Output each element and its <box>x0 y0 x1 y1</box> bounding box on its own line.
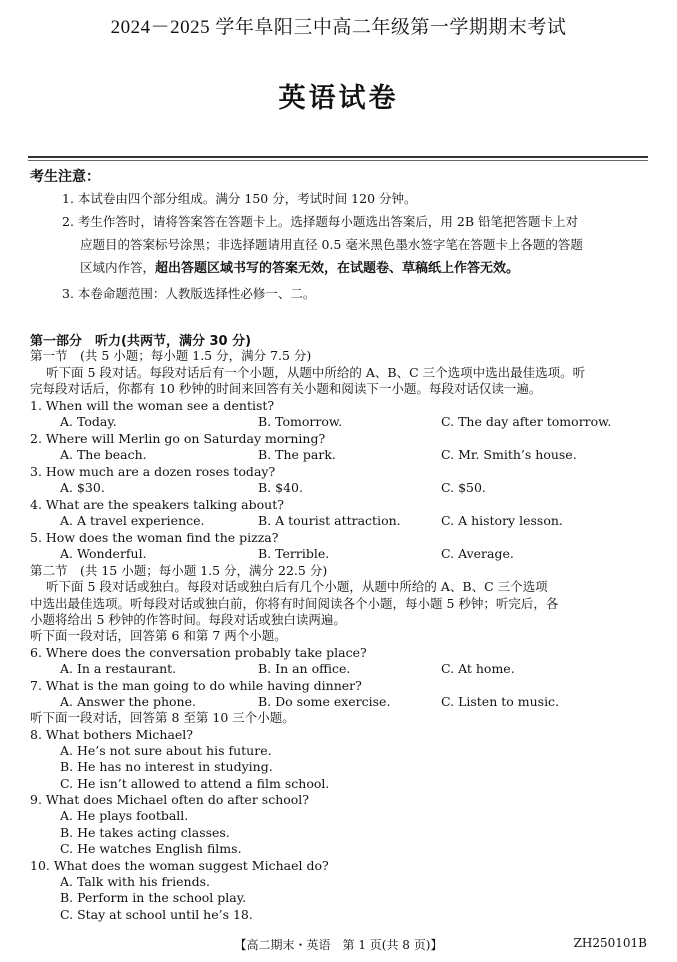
question-10-option-b: B. Perform in the school play. <box>60 890 247 905</box>
question-6: 6. Where does the conversation probably take place? <box>30 645 367 660</box>
section1-heading: 第一节 (共 5 小题；每小题 1.5 分，满分 7.5 分) <box>30 348 312 363</box>
section2-instruction-1: 听下面 5 段对话或独白。每段对话或独白后有几个小题，从题中所给的 A、B、C 三个选项 <box>46 579 548 594</box>
question-9: 9. What does Michael often do after school? <box>30 792 309 807</box>
notice-item-1: 1. 本试卷由四个部分组成。满分 150 分，考试时间 120 分钟。 <box>62 191 417 206</box>
question-6-option-b: B. In an office. <box>258 661 351 676</box>
question-8: 8. What bothers Michael? <box>30 727 194 742</box>
question-8-option-b: B. He has no interest in studying. <box>60 759 273 774</box>
question-5-option-c: C. Average. <box>441 546 514 561</box>
notice-item-2-line-2: 应题目的答案标号涂黑；非选择题请用直径 0.5 毫米黑色墨水签字笔在答题卡上各题的答题 <box>80 237 583 252</box>
question-7-option-a: A. Answer the phone. <box>60 694 196 709</box>
notice-heading: 考生注意： <box>30 169 100 185</box>
notice-item-2-line-3 <box>80 259 519 277</box>
subject-title: 英语试卷 <box>278 83 399 114</box>
notice-item-2-line-1: 2. 考生作答时，请将答案答在答题卡上。选择题每小题选出答案后，用 2B 铅笔把答题卡上对 <box>62 214 578 229</box>
notice-item-2-normal: 区域内作答， <box>80 260 156 275</box>
question-1-option-c: C. The day after tomorrow. <box>441 414 612 429</box>
question-7-option-c: C. Listen to music. <box>441 694 560 709</box>
section1-instruction-1: 听下面 5 段对话。每段对话后有一个小题，从题中所给的 A、B、C 三个选项中选出最佳选项。听 <box>46 365 586 380</box>
question-1: 1. When will the woman see a dentist? <box>30 398 275 413</box>
question-4-option-a: A. A travel experience. <box>60 513 205 528</box>
question-9-option-c: C. He watches English films. <box>60 841 242 856</box>
question-5-option-b: B. Terrible. <box>258 546 330 561</box>
question-1-option-b: B. Tomorrow. <box>258 414 343 429</box>
exam-title: 2024－2025 学年阜阳三中高二年级第一学期期末考试 <box>110 17 567 38</box>
question-9-option-b: B. He takes acting classes. <box>60 825 230 840</box>
question-2-option-a: A. The beach. <box>60 447 147 462</box>
question-3-option-a: A. $30. <box>60 480 105 495</box>
question-6-option-c: C. At home. <box>441 661 515 676</box>
section2-instruction-2: 中选出最佳选项。听每段对话或独白前，你将有时间阅读各个小题，每小题 5 秒钟；听完后，各 <box>30 596 559 611</box>
section2-instruction-3: 小题将给出 5 秒钟的作答时间。每段对话或独白读两遍。 <box>30 612 346 627</box>
question-8-option-c: C. He isn’t allowed to attend a film school. <box>60 776 330 791</box>
section1-instruction-2: 完每段对话后，你都有 10 秒钟的时间来回答有关小题和阅读下一小题。每段对话仅读一遍。 <box>30 381 542 396</box>
question-9-option-a: A. He plays football. <box>60 808 189 823</box>
question-10-option-a: A. Talk with his friends. <box>60 874 210 889</box>
question-3-option-b: B. $40. <box>258 480 303 495</box>
question-5: 5. How does the woman find the pizza? <box>30 530 279 545</box>
part1-heading: 第一部分 听力(共两节，满分 30 分) <box>30 334 252 349</box>
header-divider-thin <box>28 160 648 161</box>
question-3-option-c: C. $50. <box>441 480 486 495</box>
question-3: 3. How much are a dozen roses today? <box>30 464 276 479</box>
question-5-option-a: A. Wonderful. <box>60 546 147 561</box>
question-4-option-b: B. A tourist attraction. <box>258 513 401 528</box>
lead-questions-8-10: 听下面一段对话，回答第 8 至第 10 三个小题。 <box>30 710 295 725</box>
question-4-option-c: C. A history lesson. <box>441 513 563 528</box>
question-7: 7. What is the man going to do while having dinner? <box>30 678 362 693</box>
question-10: 10. What does the woman suggest Michael do? <box>30 858 329 873</box>
question-2: 2. Where will Merlin go on Saturday morning? <box>30 431 326 446</box>
question-10-option-c: C. Stay at school until he’s 18. <box>60 907 253 922</box>
question-2-option-c: C. Mr. Smith’s house. <box>441 447 577 462</box>
document-code: ZH250101B <box>573 936 647 950</box>
question-8-option-a: A. He’s not sure about his future. <box>60 743 272 758</box>
page-footer: 【高二期末・英语 第 1 页(共 8 页)】 <box>234 938 443 952</box>
question-6-option-a: A. In a restaurant. <box>60 661 177 676</box>
question-7-option-b: B. Do some exercise. <box>258 694 391 709</box>
notice-item-2-bold: 超出答题区域书写的答案无效，在试题卷、草稿纸上作答无效。 <box>155 261 520 276</box>
question-2-option-b: B. The park. <box>258 447 336 462</box>
question-1-option-a: A. Today. <box>60 414 117 429</box>
question-4: 4. What are the speakers talking about? <box>30 497 284 512</box>
notice-item-3: 3. 本卷命题范围：人教版选择性必修一、二。 <box>62 286 316 301</box>
section2-heading: 第二节 (共 15 小题；每小题 1.5 分，满分 22.5 分) <box>30 563 328 578</box>
lead-questions-6-7: 听下面一段对话，回答第 6 和第 7 两个小题。 <box>30 628 287 643</box>
header-divider <box>28 156 648 158</box>
